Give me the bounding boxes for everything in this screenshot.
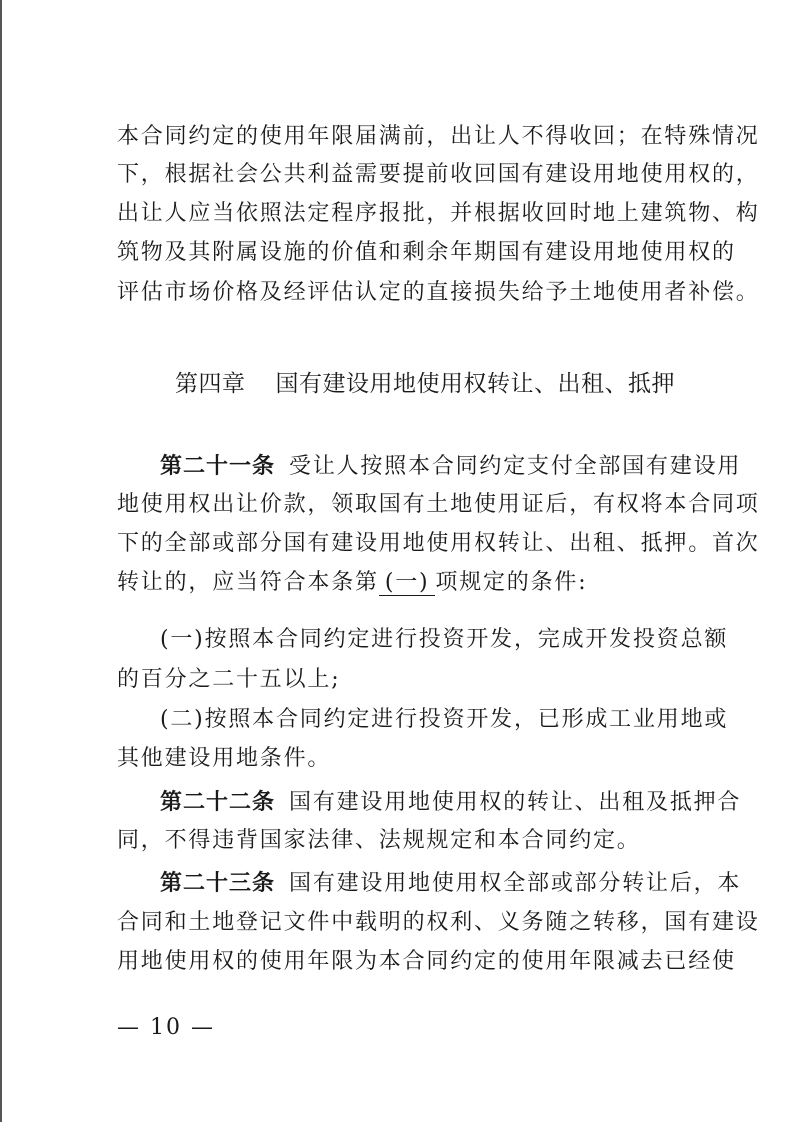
article-21-item-1-line-2: 的百分之二十五以上; (117, 667, 341, 692)
article-21-text-1: 受让人按照本合同约定支付全部国有建设用 (289, 454, 742, 479)
prev-paragraph-line-2: 下，根据社会公共利益需要提前收回国有建设用地使用权的， (117, 162, 760, 187)
article-21-label: 第二十一条 (160, 454, 276, 479)
article-21-text-4a: 转让的，应当符合本条第 (117, 570, 379, 595)
article-23-line-3: 用地使用权的使用年限为本合同约定的使用年限减去已经使 (117, 949, 736, 974)
article-21-text-4b: 项规定的条件: (435, 570, 588, 595)
article-22-label: 第二十二条 (160, 790, 276, 815)
article-21-item-2-line-2: 其他建设用地条件。 (117, 746, 332, 771)
condition-blank: (一) (379, 571, 436, 596)
article-21-item-2-line-1: (二)按照本合同约定进行投资开发，已形成工业用地或 (160, 707, 729, 732)
article-22-text-1: 国有建设用地使用权的转让、出租及抵押合 (289, 790, 742, 815)
prev-paragraph-line-3: 出让人应当依照法定程序报批，并根据收回时地上建筑物、构 (117, 201, 760, 226)
article-22-line-1 (160, 788, 741, 818)
article-21-line-3: 下的全部或部分国有建设用地使用权转让、出租、抵押。首次 (117, 531, 760, 556)
chapter-title: 国有建设用地使用权转让、出租、抵押 (275, 371, 675, 397)
article-21-line-2: 地使用权出让价款，领取国有土地使用证后，有权将本合同项 (117, 492, 760, 517)
article-23-line-1 (160, 869, 741, 899)
article-22-line-2: 同，不得违背国家法律、法规规定和本合同约定。 (117, 828, 641, 853)
article-23-label: 第二十三条 (160, 871, 276, 896)
chapter-number: 第四章 (175, 371, 246, 397)
prev-paragraph-line-1: 本合同约定的使用年限届满前，出让人不得收回；在特殊情况 (117, 124, 760, 149)
article-21-item-1-line-1: (一)按照本合同约定进行投资开发，完成开发投资总额 (160, 627, 729, 652)
page-number: — 10 — (117, 1015, 215, 1040)
article-21-line-4 (117, 568, 587, 598)
article-23-line-2: 合同和土地登记文件中载明的权利、义务随之转移，国有建设 (117, 910, 760, 935)
article-21-line-1 (160, 452, 741, 482)
chapter-heading (175, 369, 675, 399)
prev-paragraph-line-5: 评估市场价格及经评估认定的直接损失给予土地使用者补偿。 (117, 280, 760, 305)
prev-paragraph-line-4: 筑物及其附属设施的价值和剩余年期国有建设用地使用权的 (117, 240, 736, 265)
article-23-text-1: 国有建设用地使用权全部或部分转让后，本 (289, 871, 742, 896)
scan-edge (0, 0, 2, 1122)
